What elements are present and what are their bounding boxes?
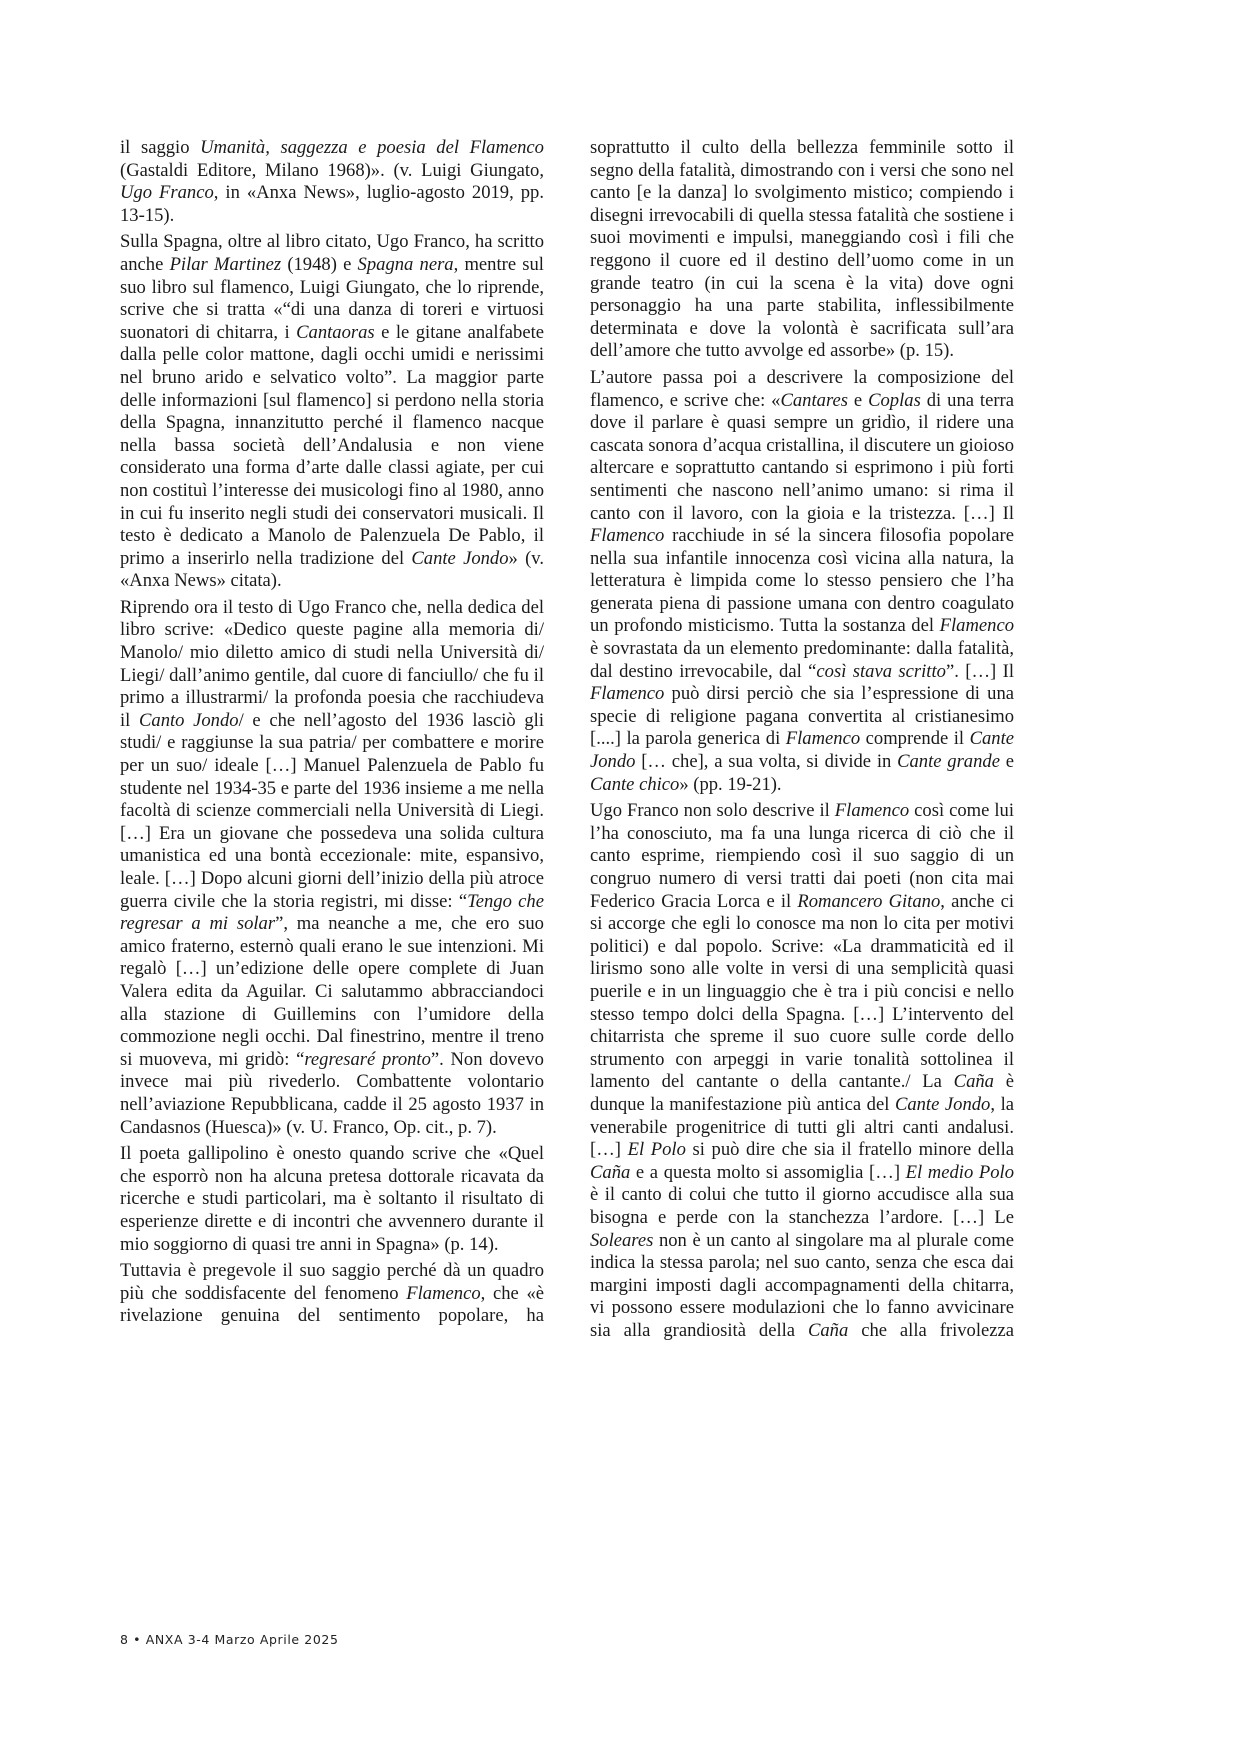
page-footer xyxy=(120,1632,339,1647)
paragraph: Ugo Franco non solo descrive il Flamenco così come lui l’ha conosciuto, ma fa una lunga ricerca di ciò che il canto esprime, riempiendo così il suo saggio di un congruo numero di versi tratti dai poeti (non cita mai Federico Gracia Lorca e il Romancero Gitano, anche ci si accorge che egli lo conosce ma non lo cita per motivi politici) e dal popolo. Scrive: «La drammaticità ed il lirismo sono alle volte in versi di una semplicità quasi puerile e in un linguaggio che è tra i più concisi e nello stesso tempo dolci della Spagna. […] L’intervento del chitarrista che spreme il suo cuore sulle corde dello strumento con arpeggi in varie tonalità sottolinea il lamento del cantante o della cantante./ La Caña è dunque la manifestazione più antica del Cante Jondo, la venerabile progenitrice di tutti gli altri canti andalusi. […] El Polo si può dire che sia il fratello minore della Caña e a questa molto si assomiglia […] El medio Polo è il canto di colui che tutto il giorno accudisce alla sua bisogna e perde con la stanchezza l’ardore. […] Le Soleares non è un canto al singolare ma al plurale come indica la stessa parola; nel suo canto, senza che esca dai margini imposti dagli accompagnamenti della chitarra, vi possono essere modulazioni che lo fanno avvicinare sia alla grandiosità della Caña che alla frivolezza xyxy=(590,800,1015,1341)
right-column xyxy=(590,137,1014,1346)
page-number: 8 xyxy=(120,1632,129,1647)
paragraph: L’autore passa poi a descrivere la composizione del flamenco, e scrive che: «Cantares e Coplas di una terra dove il parlare è quasi sempre un gridìo, il ridere una cascata sonora d’acqua cristallina, il discutere un gioioso altercare e soprattutto cantando si esprimono i più forti sentimenti che nascono nell’animo umano: si rima il canto con il lavoro, con la gioia e la tristezza. […] Il Flamenco racchiude in sé la sincera filosofia popolare nella sua infantile innocenza così vicina alla natura, la letteratura è limpida come lo stesso pensiero che l’ha generata piena di passione umana con dentro coagulato un profondo misticismo. Tutta la sostanza del Flamenco è sovrastata da un elemento predominante: dalla fatalità, dal destino irrevocabile, dal “così stava scritto”. […] Il Flamenco può dirsi perciò che sia l’espressione di una specie di religione pagana convertita al cristianesimo [....] la parola generica di Flamenco comprende il Cante Jondo [… che], a sua volta, si divide in Cante grande e Cante chico» (pp. 19-21). xyxy=(590,366,1014,795)
paragraph: Tuttavia è pregevole il suo saggio perché dà un quadro più che soddisfacente del fenomeno Flamenco, che «è rivelazione genuina del sentimento popolare, ha xyxy=(120,1260,544,1327)
publication-issue: ANXA 3-4 Marzo Aprile 2025 xyxy=(145,1632,339,1647)
footer-separator: • xyxy=(133,1632,142,1647)
left-column xyxy=(120,137,544,1332)
paragraph: soprattutto il culto della bellezza femminile sotto il segno della fatalità, dimostrando con i versi che sono nel canto [e la danza] lo svolgimento mistico; compiendo i disegni irrevocabili di quella stessa fatalità che sostiene i suoi movimenti e impulsi, maneggiando così i fili che reggono il cuore ed il destino dell’uomo come in un grande teatro (in cui la scena è la vita) dove ogni personaggio ha una parte stabilita, inflessibilmente determinata e dove la volontà è sacrificata sull’ara dell’amore che tutto avvolge ed assorbe» (p. 15). xyxy=(590,137,1014,362)
paragraph: Il poeta gallipolino è onesto quando scrive che «Quel che esporrò non ha alcuna pretesa dottorale ricavata da ricerche e studi particolari, ma è soltanto il risultato di esperienze dirette e di incontri che avvennero durante il mio soggiorno di quasi tre anni in Spagna» (p. 14). xyxy=(120,1143,544,1255)
paragraph: il saggio Umanità, saggezza e poesia del Flamenco (Gastaldi Editore, Milano 1968)». (v. Luigi Giungato, Ugo Franco, in «Anxa News», luglio-agosto 2019, pp. 13-15). xyxy=(120,137,544,226)
paragraph: Sulla Spagna, oltre al libro citato, Ugo Franco, ha scritto anche Pilar Martinez (1948) e Spagna nera, mentre sul suo libro sul flamenco, Luigi Giungato, che lo riprende, scrive che si tratta «“di una danza di toreri e virtuosi suonatori di chitarra, i Cantaoras e le gitane analfabete dalla pelle color mattone, dagli occhi umidi e nerissimi nel bruno arido e selvatico volto”. La maggior parte delle informazioni [sul flamenco] si perdono nella storia della Spagna, innanzitutto perché il flamenco nacque nella bassa società dell’Andalusia e non viene considerato una forma d’arte dalle classi agiate, per cui non costituì l’interesse dei musicologi fino al 1980, anno in cui fu inserito negli studi dei conservatori musicali. Il testo è dedicato a Manolo de Palenzuela De Pablo, il primo a inserirlo nella tradizione del Cante Jondo» (v. «Anxa News» citata). xyxy=(120,231,545,592)
paragraph: Riprendo ora il testo di Ugo Franco che, nella dedica del libro scrive: «Dedico queste pagine alla memoria di/ Manolo/ mio diletto amico di studi nella Università di/ Liegi/ dall’animo gentile, dal cuore di fanciullo/ che fu il primo a illustrarmi/ la profonda poesia che racchiudeva il Canto Jondo/ e che nell’agosto del 1936 lasciò gli studi/ e raggiunse la sua patria/ per combattere e morire per un suo/ ideale […] Manuel Palenzuela de Pablo fu studente nel 1934-35 e parte del 1936 insieme a me nella facoltà di scienze commerciali nella Università di Liegi. […] Era un giovane che possedeva una solida cultura umanistica ed una bontà eccezionale: mite, espansivo, leale. […] Dopo alcuni giorni dell’inizio della più atroce guerra civile che la storia registri, mi disse: “Tengo che regresar a mi solar”, ma neanche a me, che ero suo amico fraterno, esternò quali erano le sue intenzioni. Mi regalò […] un’edizione delle opere complete di Juan Valera edita da Aguilar. Ci salutammo abbracciandoci alla stazione di Guillemins con l’umidore della commozione negli occhi. Dal finestrino, mentre il treno si muoveva, mi gridò: “regresaré pronto”. Non dovevo invece mai più rivederlo. Combattente volontario nell’aviazione Repubblicana, cadde il 25 agosto 1937 in Candasnos (Huesca)» (v. U. Franco, Op. cit., p. 7). xyxy=(120,596,544,1138)
